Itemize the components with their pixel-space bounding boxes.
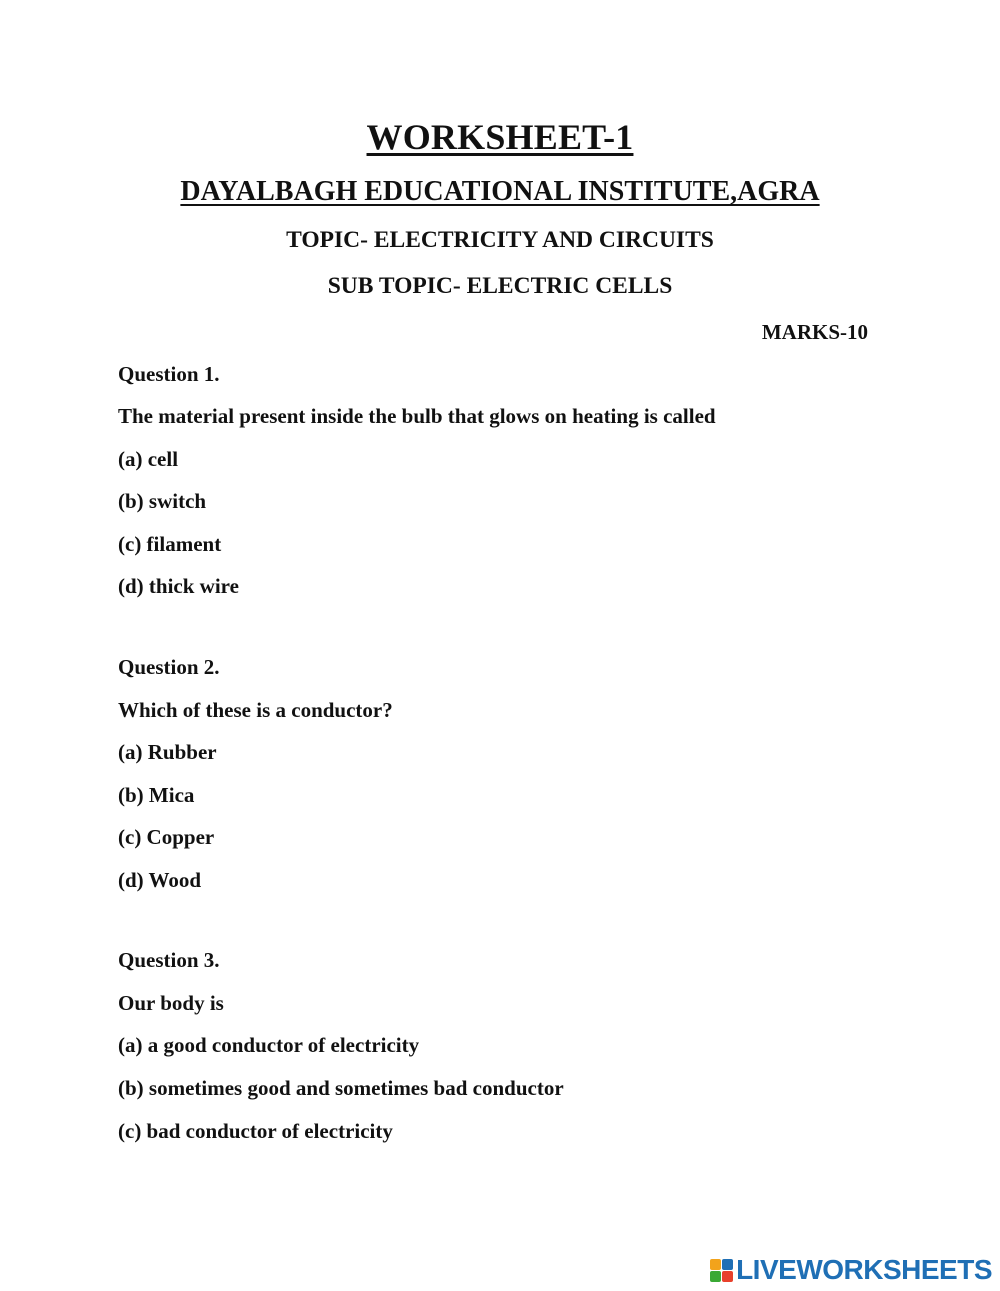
question-1-option-a: (a) cell xyxy=(118,447,179,471)
question-2-option-a: (a) Rubber xyxy=(118,740,217,764)
question-3-option-a: (a) a good conductor of electricity xyxy=(118,1033,420,1057)
question-1-text: The material present inside the bulb that glows on heating is called xyxy=(118,404,716,428)
question-3-label: Question 3. xyxy=(118,948,220,972)
liveworksheets-logo-icon xyxy=(710,1259,733,1282)
question-3-option-b: (b) sometimes good and sometimes bad conductor xyxy=(118,1076,564,1100)
question-2-label: Question 2. xyxy=(118,655,220,679)
marks-label: MARKS-10 xyxy=(761,320,868,344)
question-2-option-b: (b) Mica xyxy=(118,783,195,807)
question-3-option-c: (c) bad conductor of electricity xyxy=(118,1119,393,1143)
logo-square-1 xyxy=(710,1259,721,1270)
question-3-text: Our body is xyxy=(118,991,224,1015)
page-title: WORKSHEET-1 xyxy=(366,117,634,157)
subtopic-heading: SUB TOPIC- ELECTRIC CELLS xyxy=(327,273,673,299)
liveworksheets-brand xyxy=(710,1254,992,1286)
brand-text: LIVEWORKSHEETS xyxy=(736,1254,992,1285)
logo-square-2 xyxy=(722,1259,733,1270)
institute-name: DAYALBAGH EDUCATIONAL INSTITUTE,AGRA xyxy=(180,176,820,207)
question-2-option-d: (d) Wood xyxy=(118,868,202,892)
question-2-text: Which of these is a conductor? xyxy=(118,698,393,722)
logo-square-4 xyxy=(722,1271,733,1282)
topic-heading: TOPIC- ELECTRICITY AND CIRCUITS xyxy=(286,227,714,253)
question-1-option-b: (b) switch xyxy=(118,489,207,513)
logo-square-3 xyxy=(710,1271,721,1282)
question-1-option-c: (c) filament xyxy=(118,532,222,556)
question-2-option-c: (c) Copper xyxy=(118,825,215,849)
question-1-option-d: (d) thick wire xyxy=(118,574,239,598)
question-1-label: Question 1. xyxy=(118,362,220,386)
